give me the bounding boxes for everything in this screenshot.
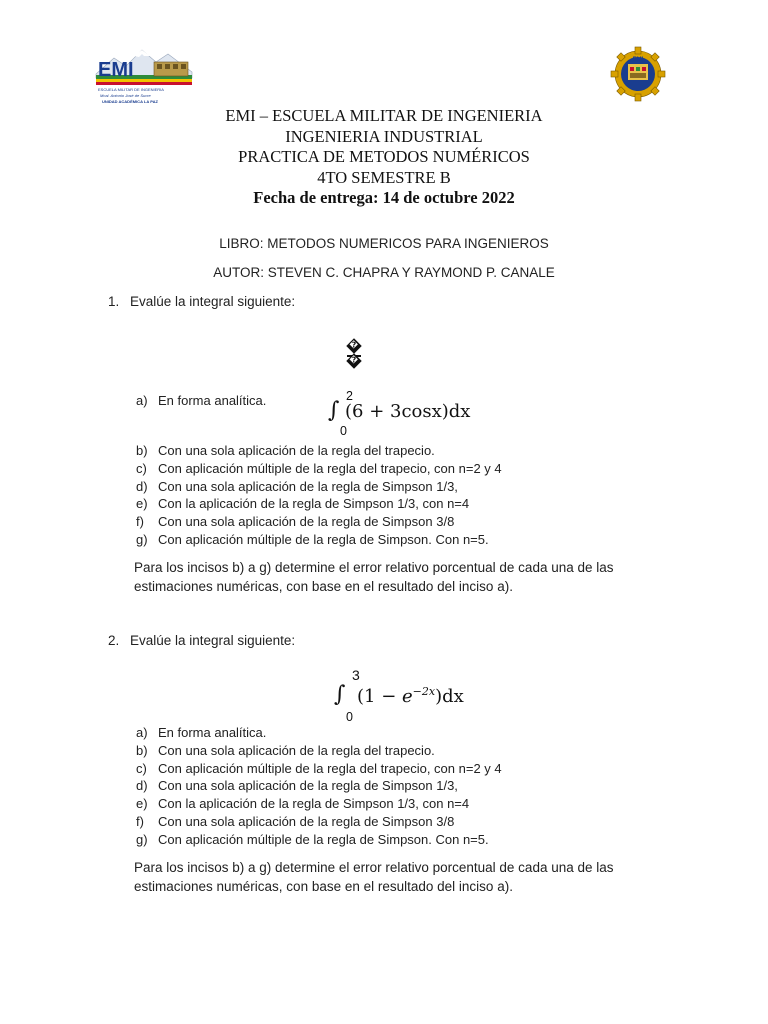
list-item: f) Con una sola aplicación de la regla de Simpson 3/8 xyxy=(136,813,455,829)
list-item: c) Con aplicación múltiple de la regla del trapecio, con n=2 y 4 xyxy=(136,460,502,476)
question-1-items xyxy=(136,442,502,549)
question-1-title xyxy=(108,294,295,309)
due-date: Fecha de entrega: 14 de octubre 2022 xyxy=(253,188,515,207)
integral-1-integrand: (6 + 3cosx)dx xyxy=(345,401,471,422)
integral-2-integrand: $(1 - e^{-2x})dx$ xyxy=(357,685,464,707)
question-2-title xyxy=(108,633,295,648)
replacement-glyph-icon: � xyxy=(346,338,361,353)
document-header xyxy=(0,106,768,209)
list-item: b) Con una sola aplicación de la regla del trapecio. xyxy=(136,742,435,758)
logo-left-sub2: Mcal. Antonio José de Sucre xyxy=(100,93,151,98)
question-2-note: Para los incisos b) a g) determine el error relativo porcentual de cada una de las estimaciones numéricas, con base en el resultado del inciso a). xyxy=(134,860,614,894)
institution-title: EMI – ESCUELA MILITAR DE INGENIERIA xyxy=(225,106,543,125)
question-text: Evalúe la integral siguiente: xyxy=(130,294,296,309)
replacement-glyph-icon: � xyxy=(346,353,361,368)
question-text: Evalúe la integral siguiente: xyxy=(130,633,296,648)
book-author: AUTOR: STEVEN C. CHAPRA Y RAYMOND P. CANALE xyxy=(213,265,555,280)
integral-2-sign: ∫ xyxy=(334,682,346,707)
list-item: c) Con aplicación múltiple de la regla del trapecio, con n=2 y 4 xyxy=(136,760,502,776)
list-item: d) Con una sola aplicación de la regla de Simpson 1/3, xyxy=(136,478,458,494)
list-item: a) En forma analítica. xyxy=(136,725,267,740)
integral-2-upper-limit: 3 xyxy=(352,667,360,683)
logo-right-text: EMI xyxy=(632,57,644,63)
logo-left-sub3: UNIDAD ACADÉMICA LA PAZ xyxy=(102,99,158,104)
emi-logo-left xyxy=(94,44,194,106)
logo-left-sub1: ESCUELA MILITAR DE INGENIERIA xyxy=(98,87,164,92)
list-item: d) Con una sola aplicación de la regla de Simpson 1/3, xyxy=(136,778,458,794)
list-item: g) Con aplicación múltiple de la regla de Simpson. Con n=5. xyxy=(136,831,489,847)
question-number: 2. xyxy=(108,633,120,648)
question-2-items xyxy=(136,724,502,849)
list-item: b) Con una sola aplicación de la regla del trapecio. xyxy=(136,443,435,458)
list-item: e) Con la aplicación de la regla de Simpson 1/3, con n=4 xyxy=(136,796,470,812)
list-item: f) Con una sola aplicación de la regla de Simpson 3/8 xyxy=(136,514,455,530)
question-1-item-a xyxy=(136,392,266,410)
integral-1-lower-limit: 0 xyxy=(340,424,347,438)
emi-gear-crest-logo xyxy=(610,46,666,102)
integral-1-upper-limit: 2 xyxy=(346,389,353,403)
practice-title: PRACTICA DE METODOS NUMÉRICOS xyxy=(238,147,530,166)
semester-title: 4TO SEMESTRE B xyxy=(317,167,451,187)
list-item: g) Con aplicación múltiple de la regla de Simpson. Con n=5. xyxy=(136,531,489,547)
list-item: a) En forma analítica. xyxy=(136,393,267,408)
broken-glyph-fraction xyxy=(345,338,363,374)
list-item: e) Con la aplicación de la regla de Simpson 1/3, con n=4 xyxy=(136,496,470,512)
question-1-note: Para los incisos b) a g) determine el error relativo porcentual de cada una de las estimaciones numéricas, con base en el resultado del inciso a). xyxy=(134,560,614,594)
question-number: 1. xyxy=(108,294,120,309)
integral-2-lower-limit: 0 xyxy=(346,710,353,724)
logo-left-main-text: EMI xyxy=(98,59,134,81)
book-title: LIBRO: METODOS NUMERICOS PARA INGENIEROS xyxy=(219,236,549,251)
integral-1-sign: ∫ xyxy=(328,398,340,423)
career-title: INGENIERIA INDUSTRIAL xyxy=(285,126,483,146)
